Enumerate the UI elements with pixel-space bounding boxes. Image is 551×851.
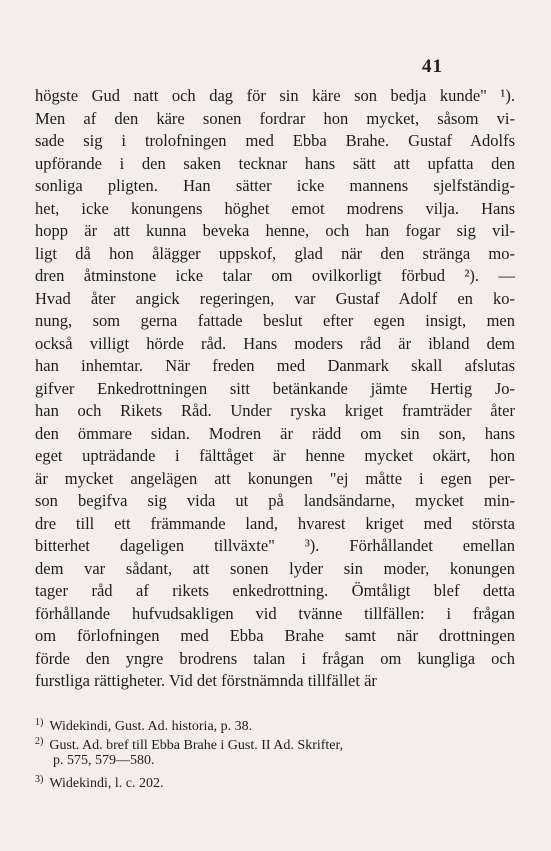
text-line: nung, som gerna fattade beslut efter egen insigt, men: [35, 311, 515, 330]
text-line: eget upträdande i fälttåget är henne mycket okärt, hon: [35, 446, 515, 465]
page-number: 41: [422, 56, 443, 77]
footnote-marker: 3): [35, 774, 44, 785]
footnote-marker: 2): [35, 736, 44, 747]
footnote-continuation: [35, 751, 515, 770]
text-line: den ömmare sidan. Modren är rädd om sin son, hans: [35, 423, 515, 443]
text-line: sade sig i trolofningen med Ebba Brahe. Gustaf Adolfs: [35, 131, 515, 150]
footnote: [35, 713, 515, 732]
footnote: [35, 732, 515, 751]
text-line: gifver Enkedrottningen sitt betänkande jämte Hertig Jo-: [35, 378, 515, 398]
text-line: bitterhet dageligen tillväxte" ³). Förhållandet emellan: [35, 536, 515, 555]
text-line: dren åtminstone icke talar om ovilkorligt förbud ²). —: [35, 266, 515, 285]
text-line: sonliga pligten. Han sätter icke mannens sjelfständig-: [35, 176, 515, 195]
footnote-marker: 1): [35, 717, 44, 728]
text-line: förde den yngre brodrens talan i frågan om kungliga och: [35, 648, 515, 668]
text-line: dre till ett främmande land, hvarest kriget med största: [35, 513, 515, 533]
text-line: förhållande hufvudsakligen vid tvänne tillfällen: i frågan: [35, 603, 515, 623]
footnote-text: Gust. Ad. bref till Ebba Brahe i Gust. II Ad. Skrifter,: [49, 738, 344, 753]
footnote-text: Widekindi, l. c. 202.: [49, 776, 164, 791]
text-line: tager råd af rikets enkedrottning. Ömtåligt blef detta: [35, 581, 515, 600]
footnote: [35, 770, 515, 789]
footnote-text: Widekindi, Gust. Ad. historia, p. 38.: [49, 719, 253, 734]
text-line: het, icke konungens höghet emot modrens vilja. Hans: [35, 198, 515, 218]
footnotes: [35, 713, 515, 789]
text-line: Hvad åter angick regeringen, var Gustaf Adolf en ko-: [35, 288, 515, 308]
text-line: upförande i den saken tecknar hans sätt att upfatta den: [35, 153, 515, 173]
text-line: son begifva sig vida ut på landsändarne, mycket min-: [35, 491, 515, 510]
text-line: Men af den käre sonen fordrar hon mycket, såsom vi-: [35, 108, 515, 128]
text-line: högste Gud natt och dag för sin käre son bedja kunde" ¹).: [35, 86, 515, 105]
text-line: dem var sådant, att sonen lyder sin moder, konungen: [35, 558, 515, 578]
text-line: han inhemtar. När freden med Danmark skall afslutas: [35, 356, 515, 375]
text-line: hopp är att kunna beveka henne, och han fogar sig vil-: [35, 221, 515, 240]
text-line: furstliga rättigheter. Vid det förstnämnda tillfället är: [35, 671, 377, 690]
footnote-text: p. 575, 579—580.: [53, 753, 155, 768]
text-line: också villigt hörde råd. Hans moders råd är ibland dem: [35, 333, 515, 353]
text-line: om förlofningen med Ebba Brahe samt när drottningen: [35, 626, 515, 645]
body-text: [35, 85, 515, 693]
text-line: han och Rikets Råd. Under ryska kriget framträder åter: [35, 401, 515, 420]
text-line: ligt då hon ålägger uppskof, glad när den stränga mo-: [35, 243, 515, 263]
text-line: är mycket angelägen att konungen "ej måtte i egen per-: [35, 468, 515, 488]
